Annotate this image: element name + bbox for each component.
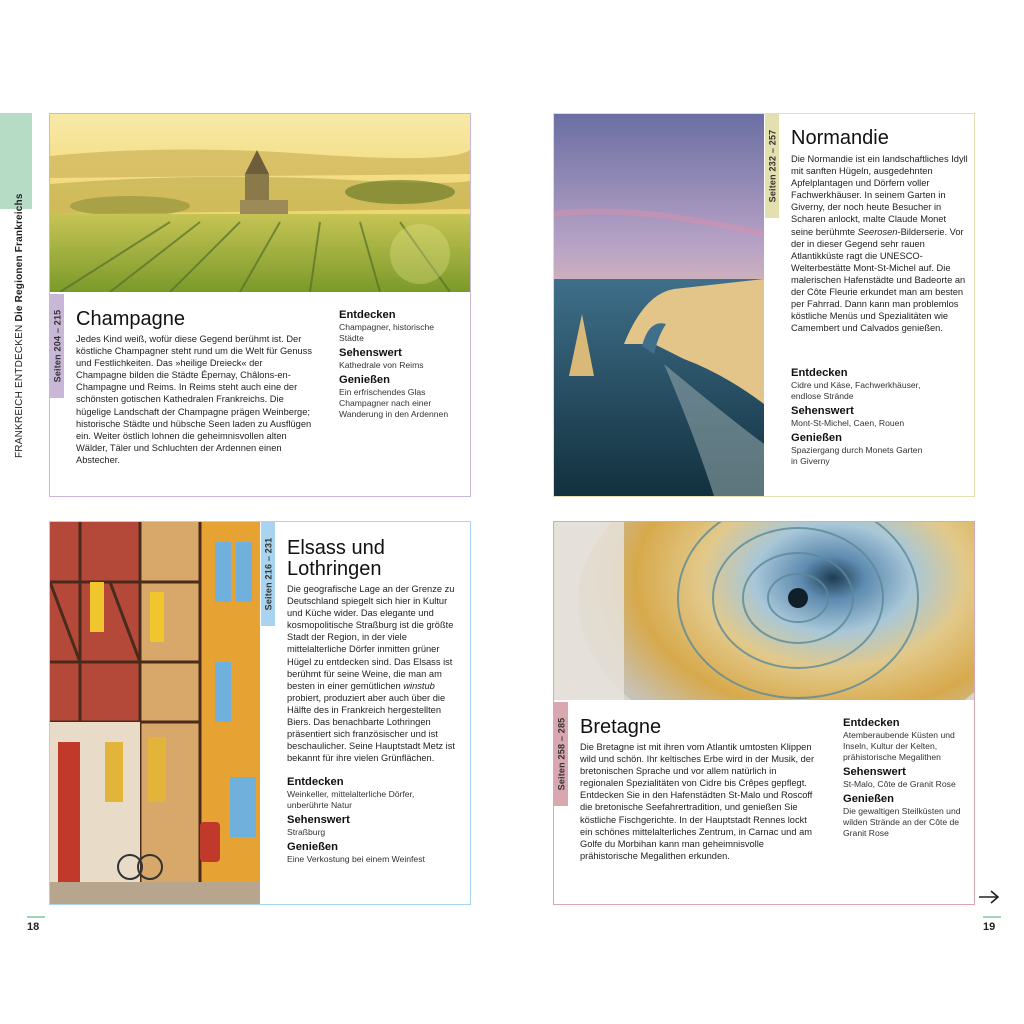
- info-bretagne: [843, 715, 965, 842]
- title-bretagne: Bretagne: [580, 716, 662, 738]
- text-normandie-part1: Die Normandie ist ein landschaftliches Idyll mit sanften Hügeln, ausgedehnten Apfelplantagen und Dörfern voller Fachwerkhäuser. In seinem Garten in Giverny, der noch heute Besucher in Scharen anlockt, malte Claude Monet seine berühmte: [791, 154, 968, 237]
- title-champagne: Champagne: [76, 308, 185, 330]
- arrow-right-icon[interactable]: [978, 889, 1000, 905]
- geniessen-value: Eine Verkostung bei einem Weinfest: [287, 854, 425, 864]
- text-champagne: Jedes Kind weiß, wofür diese Gegend berühmt ist. Der köstliche Champagner steht rund um die Welt für Genuss und Festlichkeiten. Das »heilige Dreieck« der Champagne bilden die Städte Épernay, Châlons-en-Champagne und Reims. In Reims steht auch eine der schönsten gotischen Kathedralen Frankreichs. Die hügelige Landschaft der Champagne prägen Weinberge; historische Städte und hübsche Seen laden zu Ausflügen ein. Weiter östlich lohnen die geheimnisvollen alten Wälder, Täler und Schluchten der Ardennen einen Abstecher.: [76, 334, 312, 465]
- page-number-left: 18: [27, 921, 40, 933]
- card-champagne: [49, 113, 471, 497]
- pages-tab-champagne: [50, 294, 64, 398]
- geniessen-heading: Genießen: [339, 374, 390, 386]
- pages-tab-elsass: [261, 522, 275, 626]
- geniessen-value: Ein erfrischendes Glas Champagner nach einer Wanderung in den Ardennen: [339, 387, 449, 419]
- card-elsass: [49, 521, 471, 905]
- text-normandie: [791, 153, 969, 334]
- pages-champagne: Seiten 204 – 215: [52, 309, 62, 383]
- photo-bretagne-lighthouse-stairs: [554, 522, 974, 700]
- sehenswert-heading: Sehenswert: [843, 766, 906, 778]
- sehenswert-heading: Sehenswert: [791, 405, 854, 417]
- photo-normandie-cliffs: [554, 114, 764, 496]
- text-normandie-em: Seerosen: [857, 226, 898, 237]
- photo-champagne-vineyard: [50, 114, 470, 292]
- card-normandie: [553, 113, 975, 497]
- text-elsass-part1: Die geografische Lage an der Grenze zu Deutschland spiegelt sich hier in Kultur und Küche wider. Das elegante und kosmopolitische Straßburg ist die größte Stadt der Region, in der viele mittelalterliche Dörfer inmitten grüner Hügel zu entdecken sind. Das Elsass ist berühmt für seine Weine, die man am besten in einer gemütlichen: [287, 584, 455, 691]
- entdecken-value: Weinkeller, mittelalterliche Dörfer, unberührte Natur: [287, 789, 415, 810]
- card-bretagne: [553, 521, 975, 905]
- title-normandie: Normandie: [791, 127, 889, 149]
- entdecken-heading: Entdecken: [843, 717, 900, 729]
- info-normandie: [791, 365, 969, 470]
- entdecken-heading: Entdecken: [339, 309, 396, 321]
- geniessen-heading: Genießen: [287, 841, 338, 853]
- entdecken-value: Champagner, historische Städte: [339, 322, 435, 343]
- pages-tab-bretagne: [554, 702, 568, 806]
- entdecken-heading: Entdecken: [287, 776, 344, 788]
- title-elsass: Elsass und Lothringen: [287, 537, 385, 580]
- geniessen-value: Spaziergang durch Monets Garten in Giverny: [791, 445, 923, 466]
- photo-elsass-houses: [50, 522, 260, 904]
- pages-normandie: Seiten 232 – 257: [767, 129, 777, 203]
- text-normandie-part2: -Bilderserie. Vor der in dieser Gegend sehr rauen Atlantikküste ragt die UNESCO-Welterbestätte Mont-St-Michel auf. Die malerischen Hafenstädte und Badeorte an der Côte Fleurie erkundet man am besten per Fahrrad. Dann kann man problemlos köstliche Menüs und Spezialitäten wie Camembert und Calvados genießen.: [791, 226, 966, 334]
- running-header-title: Die Regionen Frankreichs: [14, 193, 25, 322]
- page-number-right: 19: [983, 921, 996, 933]
- info-elsass: [287, 774, 465, 868]
- sehenswert-heading: Sehenswert: [339, 347, 402, 359]
- sehenswert-value: Kathedrale von Reims: [339, 360, 424, 370]
- geniessen-value: Die gewaltigen Steilküsten und wilden Strände an der Côte de Granit Rose: [843, 806, 961, 838]
- sehenswert-value: St-Malo, Côte de Granit Rose: [843, 779, 956, 789]
- text-elsass: [287, 583, 465, 764]
- text-elsass-part2: probiert, produziert aber auch über die Hälfte des in Frankreich hergestellten Biers. Das benachbarte Lothringen präsentiert sich französischer und ist beschaulicher. Seine Hauptstadt Metz ist bekannt für ihre vielen Grünflächen.: [287, 692, 455, 764]
- geniessen-heading: Genießen: [843, 793, 894, 805]
- entdecken-heading: Entdecken: [791, 367, 848, 379]
- pages-elsass: Seiten 216 – 231: [263, 537, 273, 611]
- pages-tab-normandie: [765, 114, 779, 218]
- running-header: [14, 193, 25, 458]
- running-header-prefix: FRANKREICH ENTDECKEN: [14, 324, 25, 458]
- text-elsass-em: winstub: [403, 680, 435, 691]
- entdecken-value: Atemberaubende Küsten und Inseln, Kultur der Kelten, prähistorische Megalithen: [843, 730, 955, 762]
- text-bretagne: Die Bretagne ist mit ihren vom Atlantik umtosten Klippen wild und schön. Ihr keltisches Erbe wird in der Musik, der bretonischen Sprache und vor allem natürlich in regionalen Spezialitäten von Cidre bis Crêpes gepflegt. Entdecken Sie in den Hafenstädten St-Malo und Roscoff die bretonische Seefahrertradition, und genießen Sie köstliche Fischgerichte. In der Hauptstadt Rennes lockt ein schönes mittelalterliches Zentrum, in Carnac und am Golfe du Morbihan kann man geheimnisvolle prähistorische Megalithen erkunden.: [580, 742, 815, 861]
- sehenswert-value: Straßburg: [287, 827, 326, 837]
- geniessen-heading: Genießen: [791, 432, 842, 444]
- sehenswert-value: Mont-St-Michel, Caen, Rouen: [791, 418, 905, 428]
- info-champagne: [339, 307, 457, 423]
- sehenswert-heading: Sehenswert: [287, 814, 350, 826]
- pages-bretagne: Seiten 258 – 285: [556, 717, 566, 791]
- entdecken-value: Cidre und Käse, Fachwerkhäuser, endlose Strände: [791, 380, 921, 401]
